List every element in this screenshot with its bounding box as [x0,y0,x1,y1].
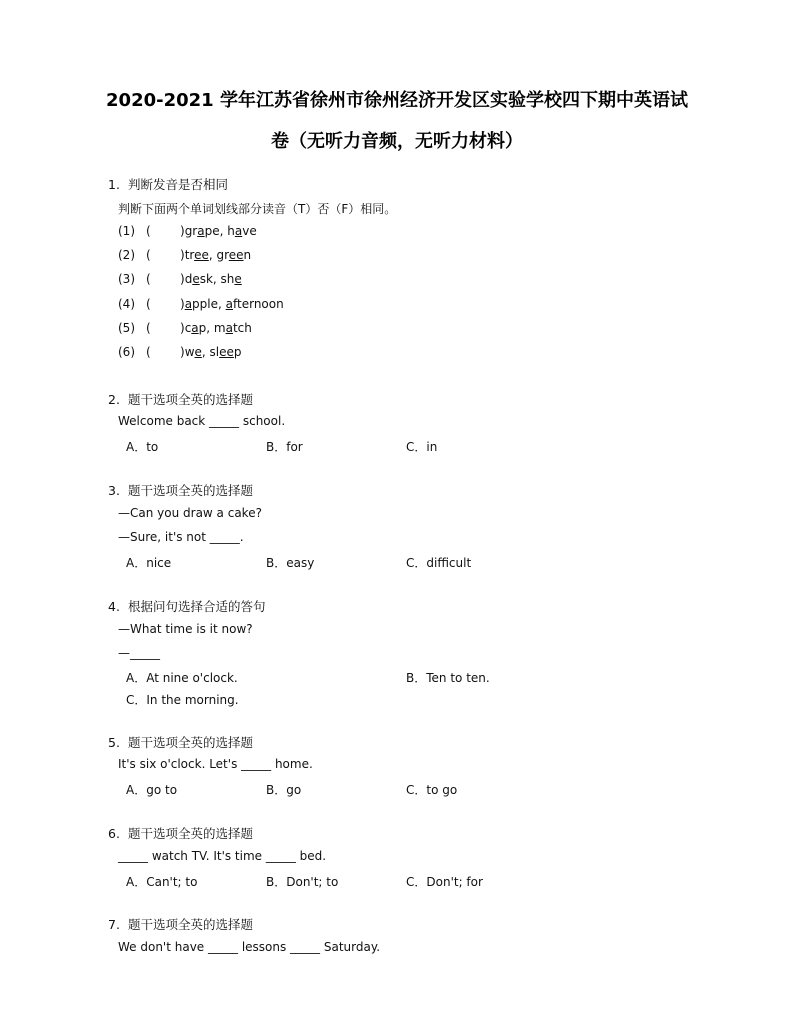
answer-blank[interactable]: ( [146,297,151,311]
option-a[interactable]: A．nice [126,556,172,570]
word-part: sh [220,272,235,286]
question-stem: _____ watch TV. It's time _____ bed. [118,849,327,863]
paren-close: ) [180,321,185,335]
option-c[interactable]: C．difficult [406,556,472,570]
question-2-heading [108,390,253,408]
question-number: 7. [108,917,120,932]
q1-subitem [118,272,242,286]
q1-subitem [118,321,252,335]
subitem-index: (6) [118,345,135,359]
question-5-heading [108,733,253,751]
subitem-index: (3) [118,272,135,286]
question-dialogue-line: —Sure, it's not _____. [118,530,244,544]
option-a[interactable]: A．At nine o'clock. [126,671,238,685]
question-heading-text: 题干选项全英的选择题 [127,392,253,407]
word-part: sk, [199,272,221,286]
q1-subitem [118,224,257,238]
question-4-heading [108,597,266,615]
question-dialogue-line: —_____ [118,646,160,660]
question-1-heading [108,175,228,193]
answer-blank[interactable]: ( [146,321,151,335]
option-b[interactable]: B．go [266,783,302,797]
question-number: 1. [108,177,120,192]
question-heading-text: 题干选项全英的选择题 [127,917,253,932]
question-heading-text: 题干选项全英的选择题 [127,826,253,841]
option-a[interactable]: A．go to [126,783,178,797]
q1-subitem [118,297,284,311]
underlined-part: ee [228,248,244,262]
word-part: , [201,345,210,359]
word-part: tch [232,321,252,335]
question-stem: It's six o'clock. Let's _____ home. [118,757,313,771]
question-3-heading [108,481,253,499]
answer-blank[interactable]: ( [146,224,151,238]
question-number: 4. [108,599,120,614]
question-heading-text: 题干选项全英的选择题 [127,735,253,750]
q1-subitem [118,345,242,359]
answer-blank[interactable]: ( [146,345,151,359]
exam-title-line1: 2020-2021 学年江苏省徐州市徐州经济开发区实验学校四下期中英语试 [106,90,688,111]
paren-close: ) [180,224,185,238]
option-b[interactable]: B．for [266,440,303,454]
word-part: pple, [192,297,226,311]
underlined-part: ee [194,248,209,262]
subitem-index: (4) [118,297,135,311]
word-part: m [213,321,226,335]
question-dialogue-line: —Can you draw a cake? [118,506,262,520]
underlined-part: e [234,272,242,286]
word-part: ve [242,224,257,238]
question-6-heading [108,824,253,842]
word-part: p, [198,321,214,335]
underlined-part: a [234,224,243,238]
paren-close: ) [180,248,185,262]
exam-title-line2: 卷（无听力音频，无听力材料） [271,131,523,152]
paren-close: ) [180,272,185,286]
q1-subitem [118,248,251,262]
word-part: gr [184,224,198,238]
word-part: w [184,345,195,359]
option-a[interactable]: A．to [126,440,159,454]
underlined-part: a [225,297,233,311]
question-heading-text: 判断发音是否相同 [127,177,228,192]
option-c[interactable]: C．Don't; for [406,875,483,889]
underlined-part: a [191,321,199,335]
question-heading-text: 题干选项全英的选择题 [127,483,253,498]
word-part: p [233,345,242,359]
underlined-part: e [192,272,200,286]
question-heading-text: 根据问句选择合适的答句 [127,599,266,614]
option-b[interactable]: B．easy [266,556,315,570]
subitem-index: (2) [118,248,135,262]
question-stem: We don't have _____ lessons _____ Saturday. [118,940,381,954]
underlined-part: e [194,345,202,359]
word-part: fternoon [233,297,284,311]
word-part: , [208,248,217,262]
underlined-part: a [225,321,233,335]
answer-blank[interactable]: ( [146,272,151,286]
underlined-part: ee [219,345,234,359]
underlined-part: a [184,297,193,311]
word-part: c [184,321,192,335]
answer-blank[interactable]: ( [146,248,151,262]
question-number: 2. [108,392,120,407]
option-a[interactable]: A．Can't; to [126,875,198,889]
word-part: sl [209,345,220,359]
question-stem: Welcome back _____ school. [118,414,286,428]
option-c[interactable]: C．to go [406,783,458,797]
paren-close: ) [180,345,185,359]
question-1-instruction: 判断下面两个单词划线部分读音（T）否（F）相同。 [118,202,397,216]
word-part: h [227,224,235,238]
option-c[interactable]: C．In the morning. [126,693,239,707]
question-number: 5. [108,735,120,750]
word-part: tr [184,248,195,262]
option-b[interactable]: B．Don't; to [266,875,339,889]
question-7-heading [108,915,253,933]
question-number: 6. [108,826,120,841]
word-part: gr [216,248,229,262]
subitem-index: (1) [118,224,135,238]
question-dialogue-line: —What time is it now? [118,622,253,636]
underlined-part: a [197,224,205,238]
option-c[interactable]: C．in [406,440,438,454]
paren-close: ) [180,297,185,311]
question-number: 3. [108,483,120,498]
subitem-index: (5) [118,321,135,335]
option-b[interactable]: B．Ten to ten. [406,671,490,685]
word-part: d [184,272,193,286]
word-part: n [243,248,252,262]
word-part: pe, [204,224,228,238]
